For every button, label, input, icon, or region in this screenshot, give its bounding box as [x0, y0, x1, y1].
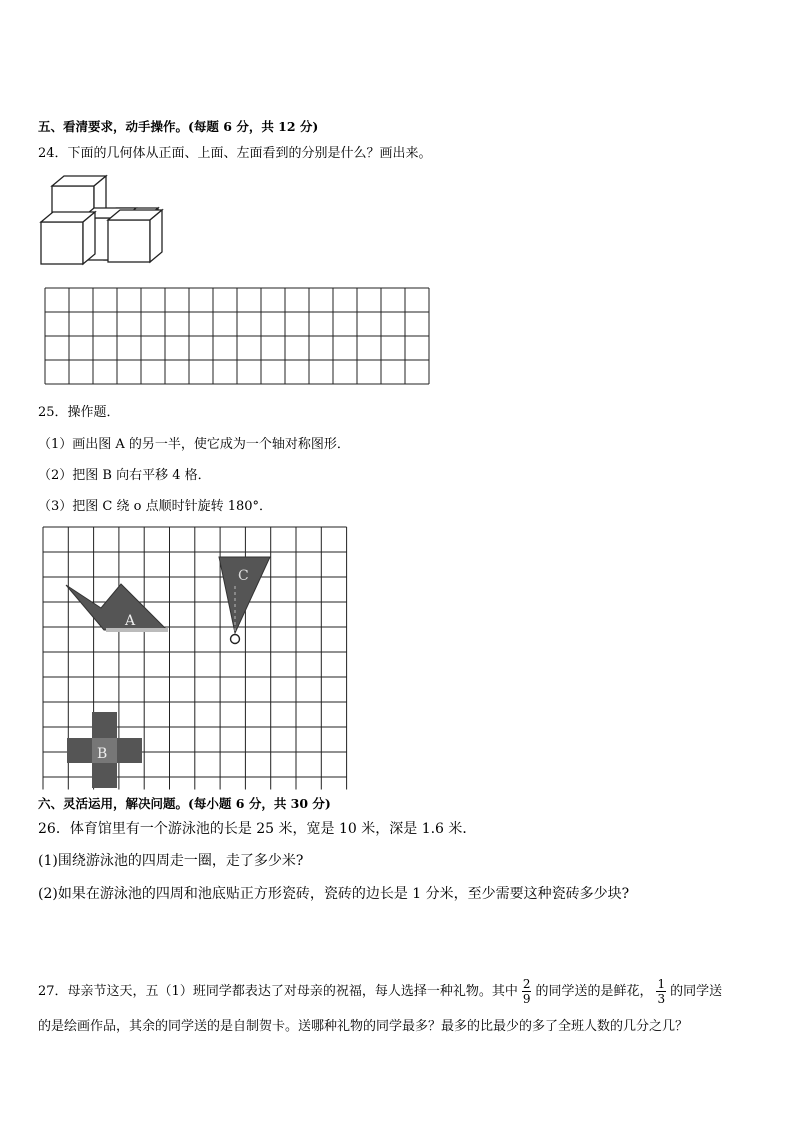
fraction-two-ninths [522, 977, 532, 1006]
rotation-point-o [231, 635, 240, 644]
question-25-title: 25．操作题． [38, 405, 120, 420]
shape-a-label: A [125, 613, 136, 629]
shape-b-label: B [97, 746, 108, 762]
fraction-1-numerator: 2 [522, 977, 531, 991]
question-26-item-1: (1)围绕游泳池的四周走一圈，走了多少米? [38, 853, 304, 869]
question-27-line-1 [38, 974, 722, 1010]
transformation-grid [42, 526, 354, 794]
question-27-part-1: 27．母亲节这天，五（1）班同学都表达了对母亲的祝福，每人选择一种礼物。其中 [38, 984, 518, 999]
question-27-part-3: 的同学送 [670, 984, 723, 999]
section-5-title: 五、看清要求，动手操作。(每题 6 分，共 12 分) [38, 119, 319, 134]
question-27-part-2: 的同学送的是鲜花， [535, 984, 653, 999]
shape-c-label: C [238, 568, 249, 584]
cube-solid-figure [38, 172, 168, 268]
answer-grid-q24 [44, 287, 434, 387]
fraction-one-third [656, 977, 666, 1006]
question-26-item-2: (2)如果在游泳池的四周和池底贴正方形瓷砖，瓷砖的边长是 1 分米，至少需要这种瓷砖多少块? [38, 886, 630, 902]
shape-a [66, 584, 167, 630]
shape-a-shadow [106, 628, 168, 632]
fraction-2-denominator: 3 [657, 992, 666, 1006]
question-27-line-2: 的是绘画作品，其余的同学送的是自制贺卡。送哪种礼物的同学最多？最多的比最少的多了全班人数的几分之几？ [38, 1019, 689, 1034]
question-25-item-1: （1）画出图 A 的另一半，使它成为一个轴对称图形． [38, 437, 350, 452]
section-6-title: 六、灵活运用，解决问题。(每小题 6 分，共 30 分) [38, 796, 331, 811]
fraction-1-denominator: 9 [522, 992, 531, 1006]
fraction-2-numerator: 1 [657, 977, 666, 991]
question-26-text: 26．体育馆里有一个游泳池的长是 25 米，宽是 10 米，深是 1.6 米． [38, 821, 477, 837]
question-24-text: 24．下面的几何体从正面、上面、左面看到的分别是什么？画出来。 [38, 146, 432, 161]
question-25-item-3: （3）把图 C 绕 o 点顺时针旋转 180°． [38, 499, 273, 514]
question-25-item-2: （2）把图 B 向右平移 4 格． [38, 468, 211, 483]
